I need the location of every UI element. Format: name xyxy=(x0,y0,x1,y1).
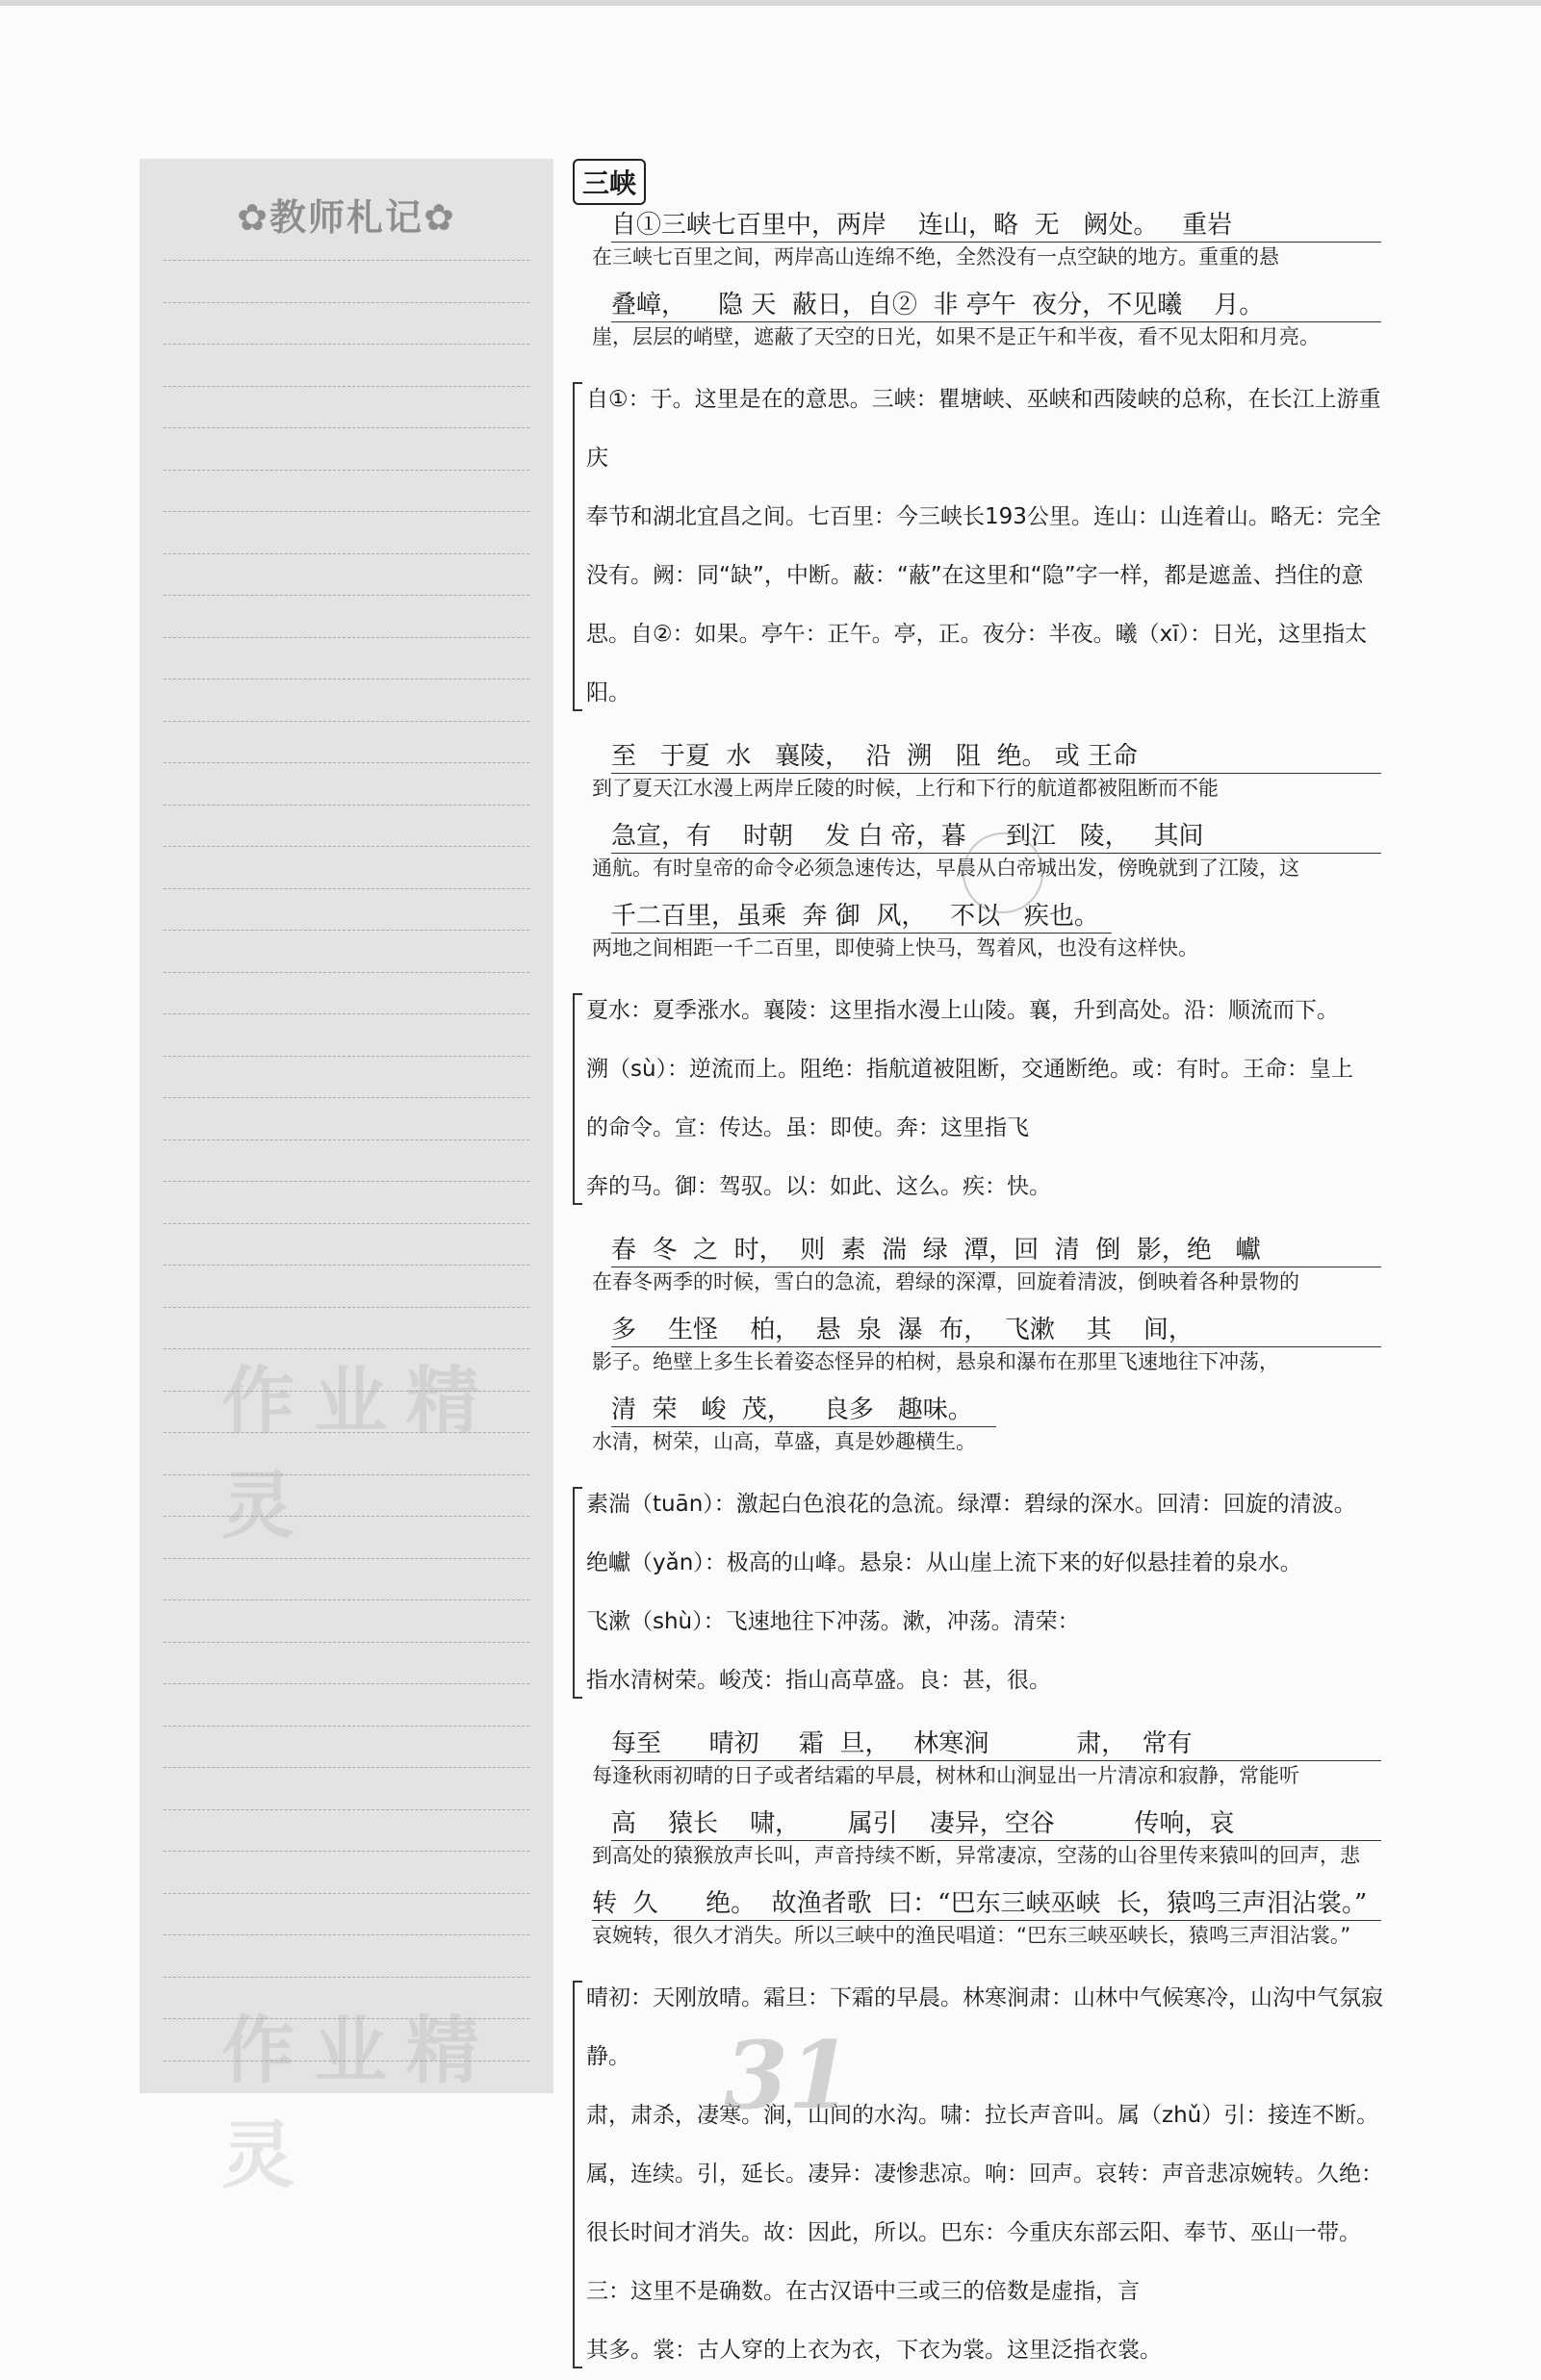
note-line xyxy=(164,846,529,847)
note-line xyxy=(164,470,529,471)
note-line xyxy=(164,888,529,889)
passage-3 xyxy=(573,1216,1391,1456)
translation-line: 每逢秋雨初晴的日子或者结霜的早晨，树林和山涧显出一片清凉和寂静，常能听 xyxy=(592,1764,1299,1787)
annotation-line: 三：这里不是确数。在古汉语中三或三的倍数是虚指，言 xyxy=(586,2279,1140,2304)
stamp-seal xyxy=(963,832,1043,913)
note-line xyxy=(164,1851,529,1852)
original-line: 每至 晴初 霜 旦， 林寒涧 肃， 常有 xyxy=(611,1710,1381,1761)
note-line xyxy=(164,637,529,638)
note-line xyxy=(164,427,529,428)
note-line xyxy=(164,1181,529,1182)
note-line xyxy=(164,1893,529,1894)
note-line xyxy=(164,1726,529,1727)
note-line xyxy=(164,930,529,931)
original-line: 清 荣 峻 茂， 良多 趣味。 xyxy=(611,1376,996,1427)
annotation-line: 很长时间才消失。故：因此，所以。巴东：今重庆东部云阳、奉节、巫山一带。 xyxy=(586,2220,1361,2245)
annotation-line: 属，连续。引，延长。凄异：凄惨悲凉。响：回声。哀转：声音悲凉婉转。久绝： xyxy=(586,2162,1383,2187)
translation-line: 影子。绝壁上多生长着姿态怪异的柏树，悬泉和瀑布在那里飞速地往下冲荡， xyxy=(592,1350,1279,1373)
lesson-title: 三峡 xyxy=(573,159,646,205)
note-line xyxy=(164,1056,529,1057)
note-line xyxy=(164,1097,529,1098)
annotation-line: 溯（sù）：逆流而上。阻绝：指航道被阻断，交通断绝。或：有时。王命：皇上 xyxy=(586,1057,1354,1082)
note-line xyxy=(164,721,529,722)
note-line xyxy=(164,762,529,763)
note-line xyxy=(164,511,529,512)
watermark: 作业精灵 xyxy=(221,2008,499,2198)
annotation-line: 其多。裳：古人穿的上衣为衣，下衣为裳。这里泛指衣裳。 xyxy=(586,2338,1162,2363)
annotation-line: 晴初：天刚放晴。霜旦：下霜的早晨。林寒涧肃：山林中气候寒冷，山沟中气氛寂静。 xyxy=(586,1985,1383,2069)
sidebar-title: ✿教师札记✿ xyxy=(237,196,456,239)
note-line xyxy=(164,595,529,596)
annotation-line: 素湍（tuān）：激起白色浪花的急流。绿潭：碧绿的深水。回清：回旋的清波。 xyxy=(586,1492,1356,1517)
note-line xyxy=(164,260,529,261)
lesson-content xyxy=(573,159,1391,2380)
original-line: 叠嶂， 隐 天 蔽日，自② 非 亭午 夜分，不见曦 月。 xyxy=(611,271,1381,322)
annotations-4 xyxy=(573,1969,1391,2380)
watermark: 作业精灵 xyxy=(221,1358,499,1548)
page-number: 31 xyxy=(724,2021,853,2130)
annotation-line: 肃，肃杀，凄寒。涧，山间的水沟。啸：拉长声音叫。属（zhǔ）引：接连不断。 xyxy=(586,2103,1379,2128)
translation-line: 崖，层层的峭壁，遮蔽了天空的日光，如果不是正午和半夜，看不见太阳和月亮。 xyxy=(592,325,1320,348)
note-line xyxy=(164,1013,529,1014)
annotation-line: 奉节和湖北宜昌之间。七百里：今三峡长193公里。连山：山连着山。略无：完全 xyxy=(586,504,1381,529)
annotation-line: 飞漱（shù）：飞速地往下冲荡。漱，冲荡。清荣： xyxy=(586,1609,1080,1634)
translation-line: 通航。有时皇帝的命令必须急速传达，早晨从白帝城出发，傍晚就到了江陵，这 xyxy=(592,857,1299,880)
annotations-2 xyxy=(573,982,1391,1216)
passage-1 xyxy=(573,205,1391,351)
annotation-line: 夏水：夏季涨水。襄陵：这里指水漫上山陵。襄，升到高处。沿：顺流而下。 xyxy=(586,998,1339,1023)
note-line xyxy=(164,1977,529,1978)
note-line xyxy=(164,1307,529,1308)
original-line: 急宣，有 时朝 发 白 帝，暮 到江 陵， 其间 xyxy=(611,803,1381,854)
annotations-1 xyxy=(573,371,1391,723)
note-line xyxy=(164,553,529,554)
note-line xyxy=(164,1558,529,1559)
original-line: 至 于夏 水 襄陵， 沿 溯 阻 绝。 或 王命 xyxy=(611,723,1381,774)
note-line xyxy=(164,1139,529,1140)
note-line xyxy=(164,1265,529,1266)
note-line xyxy=(164,1223,529,1224)
note-line xyxy=(164,1809,529,1810)
annotation-line: 思。自②：如果。亭午：正午。亭，正。夜分：半夜。曦（xī）：日光，这里指太阳。 xyxy=(586,622,1368,705)
translation-line: 在三峡七百里之间，两岸高山连绵不绝，全然没有一点空缺的地方。重重的悬 xyxy=(592,245,1279,269)
annotation-line: 指水清树荣。峻茂：指山高草盛。良：甚，很。 xyxy=(586,1668,1051,1693)
original-line: 转 久 绝。 故渔者歌 曰：“巴东三峡巫峡 长，猿鸣三声泪沾裳。” xyxy=(592,1870,1381,1921)
original-line: 高 猿长 啸， 属引 凄异，空谷 传响，哀 xyxy=(611,1790,1381,1841)
page-edge xyxy=(0,0,1541,6)
annotation-line: 奔的马。御：驾驭。以：如此、这么。疾：快。 xyxy=(586,1174,1051,1199)
original-line: 多 生怪 柏， 悬 泉 瀑 布， 飞漱 其 间， xyxy=(611,1296,1381,1347)
translation-line: 哀婉转，很久才消失。所以三峡中的渔民唱道：“巴东三峡巫峡长，猿鸣三声泪沾裳。” xyxy=(592,1924,1351,1947)
note-line xyxy=(164,1767,529,1768)
note-line xyxy=(164,678,529,679)
passage-4 xyxy=(573,1710,1391,1950)
note-line xyxy=(164,972,529,973)
translation-line: 到了夏天江水漫上两岸丘陵的时候，上行和下行的航道都被阻断而不能 xyxy=(592,777,1219,800)
original-line: 千二百里，虽乘 奔 御 风， 不以 疾也。 xyxy=(611,883,1112,934)
annotation-line: 绝巘（yǎn）：极高的山峰。悬泉：从山崖上流下来的好似悬挂着的泉水。 xyxy=(586,1550,1302,1575)
note-line xyxy=(164,1683,529,1684)
annotation-line: 的命令。宣：传达。虽：即使。奔：这里指飞 xyxy=(586,1115,1029,1140)
note-line xyxy=(164,302,529,303)
teacher-notes-sidebar xyxy=(140,159,553,2198)
note-line xyxy=(164,805,529,806)
annotation-line: 自①：于。这里是在的意思。三峡：瞿塘峡、巫峡和西陵峡的总称，在长江上游重庆 xyxy=(586,387,1381,471)
note-line xyxy=(164,1599,529,1600)
original-line: 春 冬 之 时， 则 素 湍 绿 潭，回 清 倒 影，绝 巘 xyxy=(611,1216,1381,1267)
note-line xyxy=(164,1642,529,1643)
note-line xyxy=(164,1934,529,1935)
annotation-line: 没有。阙：同“缺”，中断。蔽：“蔽”在这里和“隐”字一样，都是遮盖、挡住的意 xyxy=(586,563,1364,588)
annotations-3 xyxy=(573,1475,1391,1710)
translation-line: 水清，树荣，山高，草盛，真是妙趣横生。 xyxy=(592,1430,976,1453)
translation-line: 在春冬两季的时候，雪白的急流，碧绿的深潭，回旋着清波，倒映着各种景物的 xyxy=(592,1270,1299,1293)
note-line xyxy=(164,344,529,345)
translation-line: 到高处的猿猴放声长叫，声音持续不断，异常凄凉，空荡的山谷里传来猿叫的回声，悲 xyxy=(592,1844,1360,1867)
translation-line: 两地之间相距一千二百里，即使骑上快马，驾着风，也没有这样快。 xyxy=(592,936,1198,960)
note-line xyxy=(164,386,529,387)
original-line: 自①三峡七百里中，两岸 连山，略 无 阙处。 重岩 xyxy=(611,205,1381,243)
